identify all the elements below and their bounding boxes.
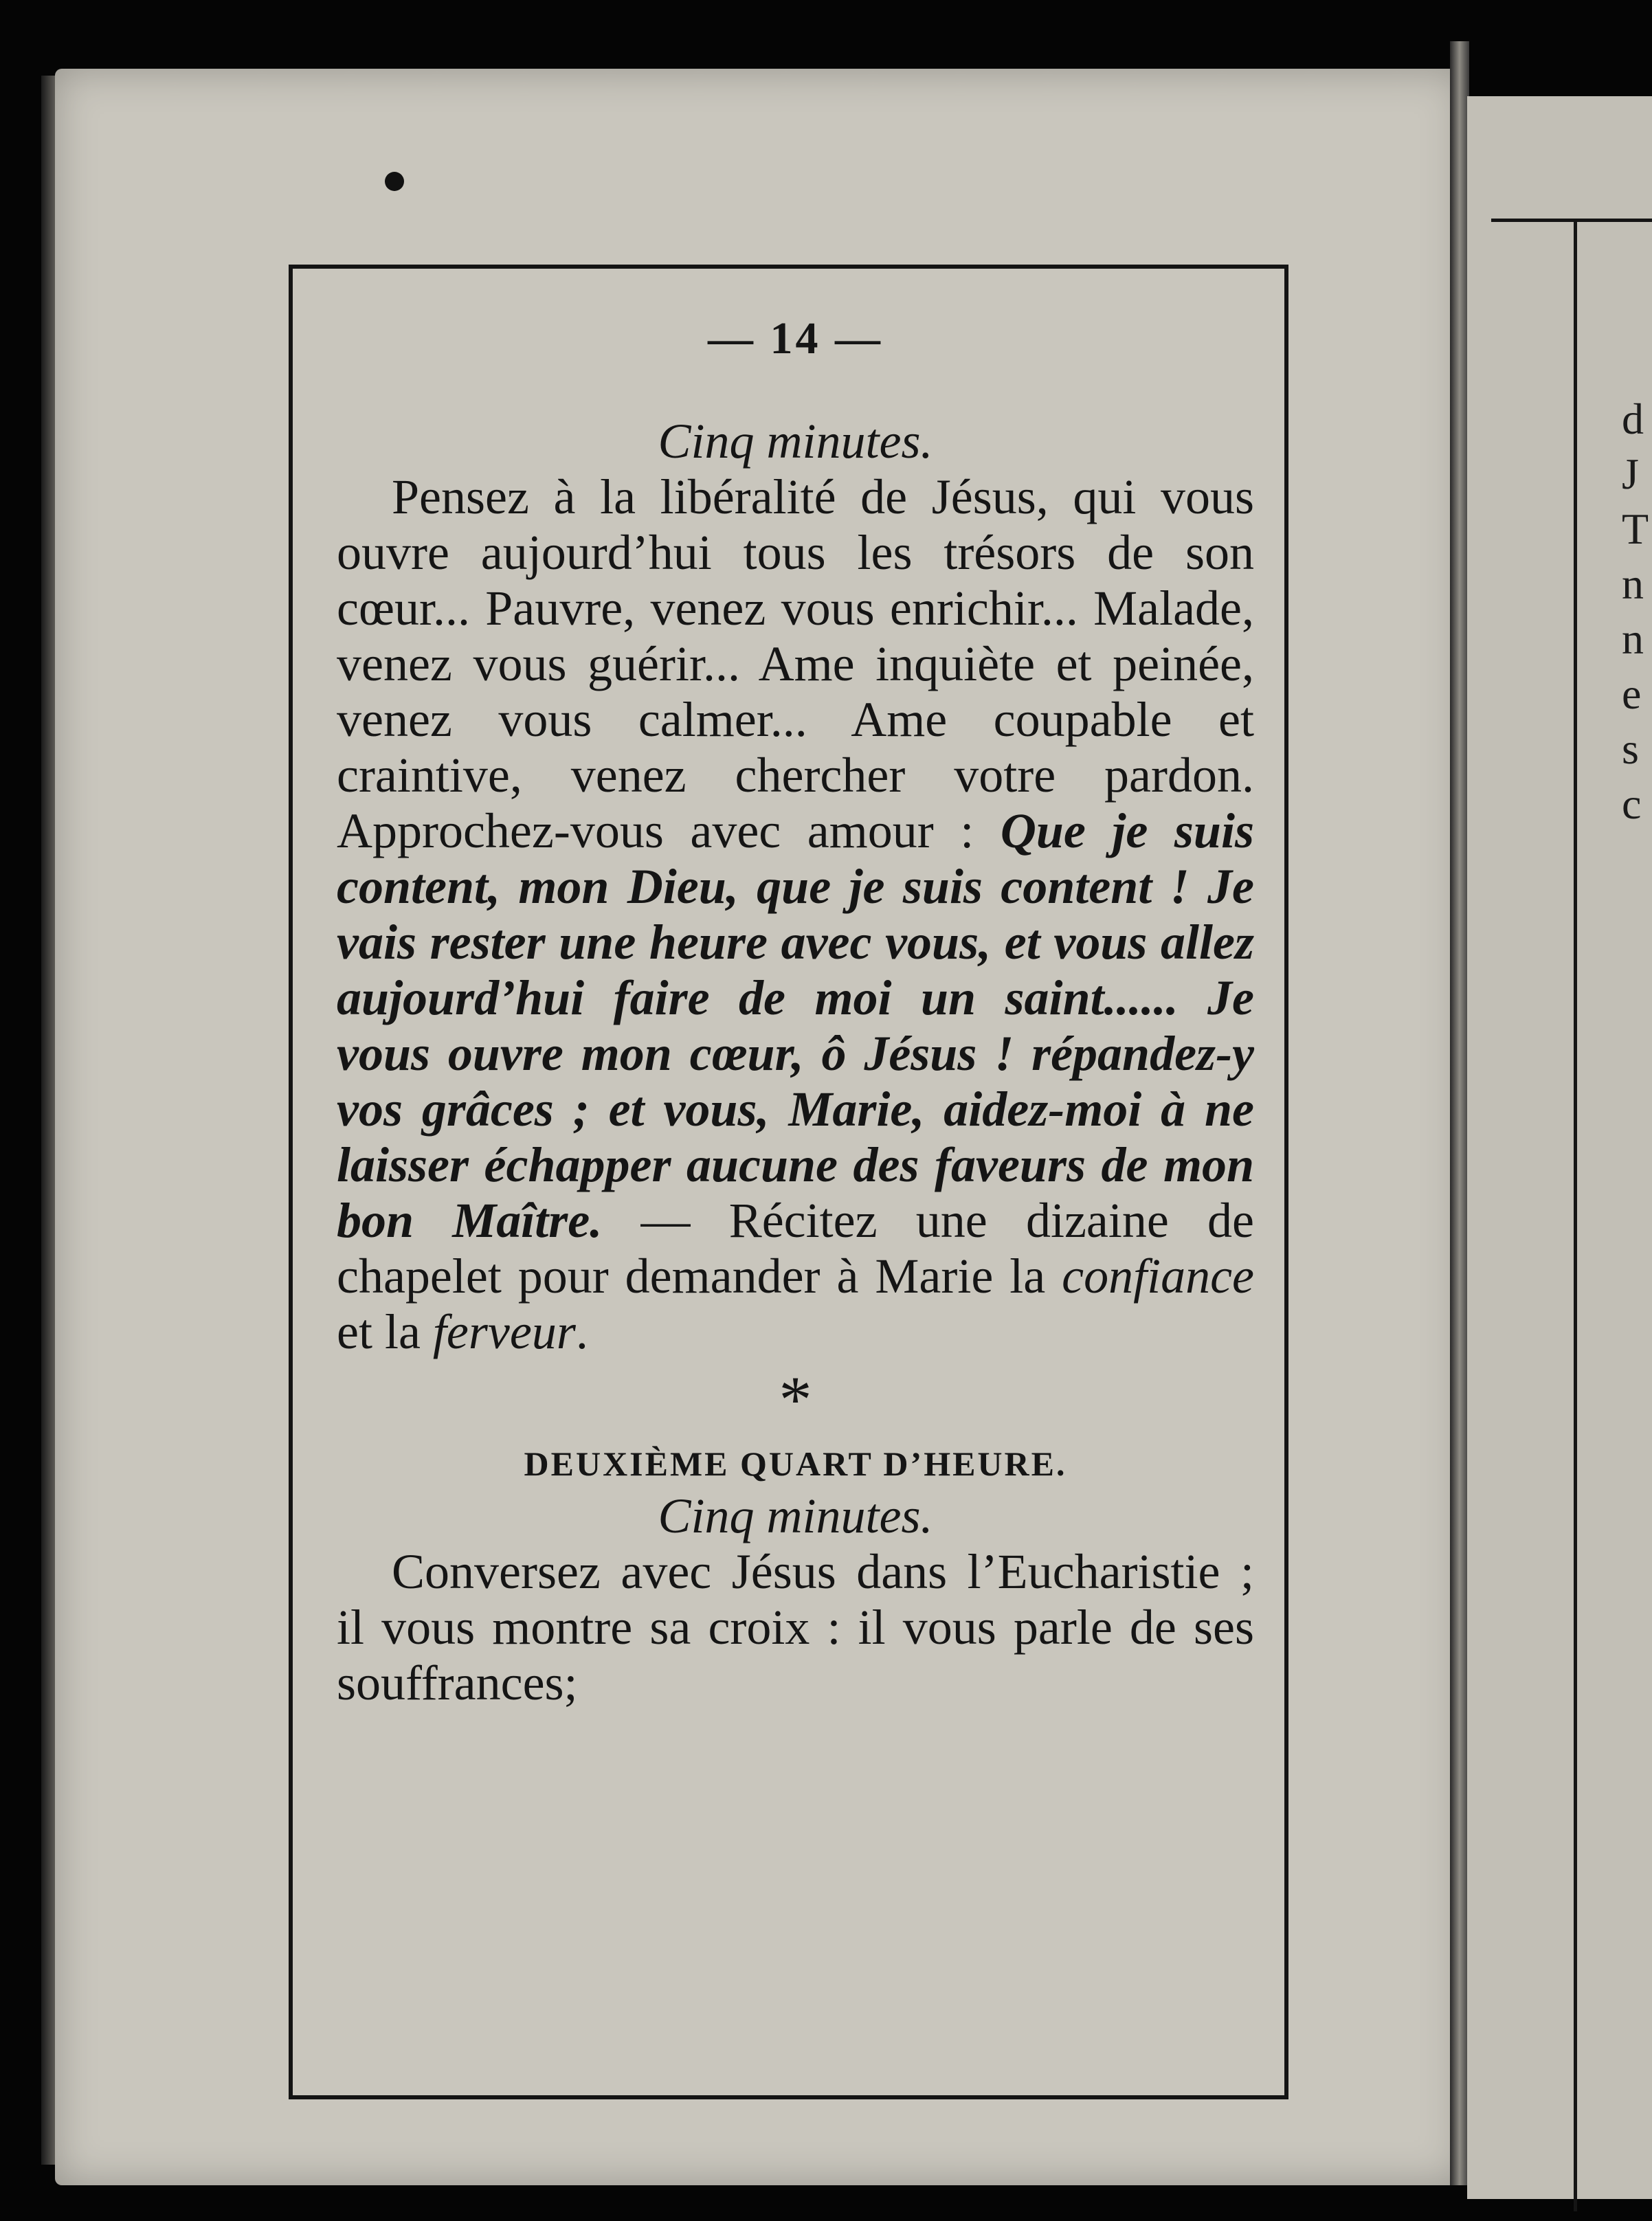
quarter-heading: DEUXIÈME QUART D’HEURE. <box>524 1444 1067 1483</box>
paragraph-1-text: Pensez à la libéralité de Jésus, qui vous ouvre aujourd’hui tous les trésors de son cœur... Pauvre, venez vous enrichir... Malade, venez vous guérir... Ame inquiète et peinée, venez vous calmer... Ame coupable et craintive, venez chercher votre pardon. Approchez-vous avec amour : <box>337 469 1254 858</box>
next-page-letter: d <box>1622 394 1644 443</box>
paragraph-1-conjunction: et la <box>337 1304 433 1359</box>
ink-dot <box>385 172 404 191</box>
next-page-letter: J <box>1622 449 1639 498</box>
emphasis-confiance: confiance <box>1062 1249 1254 1304</box>
paragraph-1-end: . <box>575 1304 588 1359</box>
section-title-2: Cinq minutes. <box>658 1488 933 1543</box>
next-page-rule <box>1491 219 1652 222</box>
paragraph-1 <box>337 469 1254 1360</box>
next-page-letter: e <box>1622 669 1642 718</box>
next-page-letter: n <box>1622 559 1644 608</box>
book-spine <box>1450 41 1469 2185</box>
next-page-text <box>1622 392 1652 832</box>
next-page-letter: s <box>1622 724 1639 773</box>
section-title-1: Cinq minutes. <box>658 414 933 469</box>
emphasis-ferveur: ferveur <box>432 1304 576 1359</box>
paragraph-1-instruction: — Récitez une dizaine de chapelet pour demander à Marie la <box>337 1193 1254 1304</box>
paragraph-2: Conversez avec Jésus dans l’Eucharistie ; il vous montre sa croix : il vous parle de ses souffrances; <box>337 1544 1254 1710</box>
asterisk-separator: * <box>779 1363 812 1436</box>
page-number: — 14 — <box>708 313 883 364</box>
next-page-letter: T <box>1622 504 1649 553</box>
next-page-letter: n <box>1622 614 1644 663</box>
paragraph-1-prayer: Que je suis content, mon Dieu, que je suis content ! Je vais rester une heure avec vous, et vous allez aujourd’hui faire de moi un saint...... Je vous ouvre mon cœur, ô Jésus ! répandez-y vos grâces ; et vous, Marie, aidez-moi à ne laisser échapper aucune des faveurs de mon bon Maître. <box>337 803 1255 1248</box>
next-page-border <box>1574 219 1577 2211</box>
next-page-letter: c <box>1622 779 1642 828</box>
page-content <box>337 313 1254 1711</box>
